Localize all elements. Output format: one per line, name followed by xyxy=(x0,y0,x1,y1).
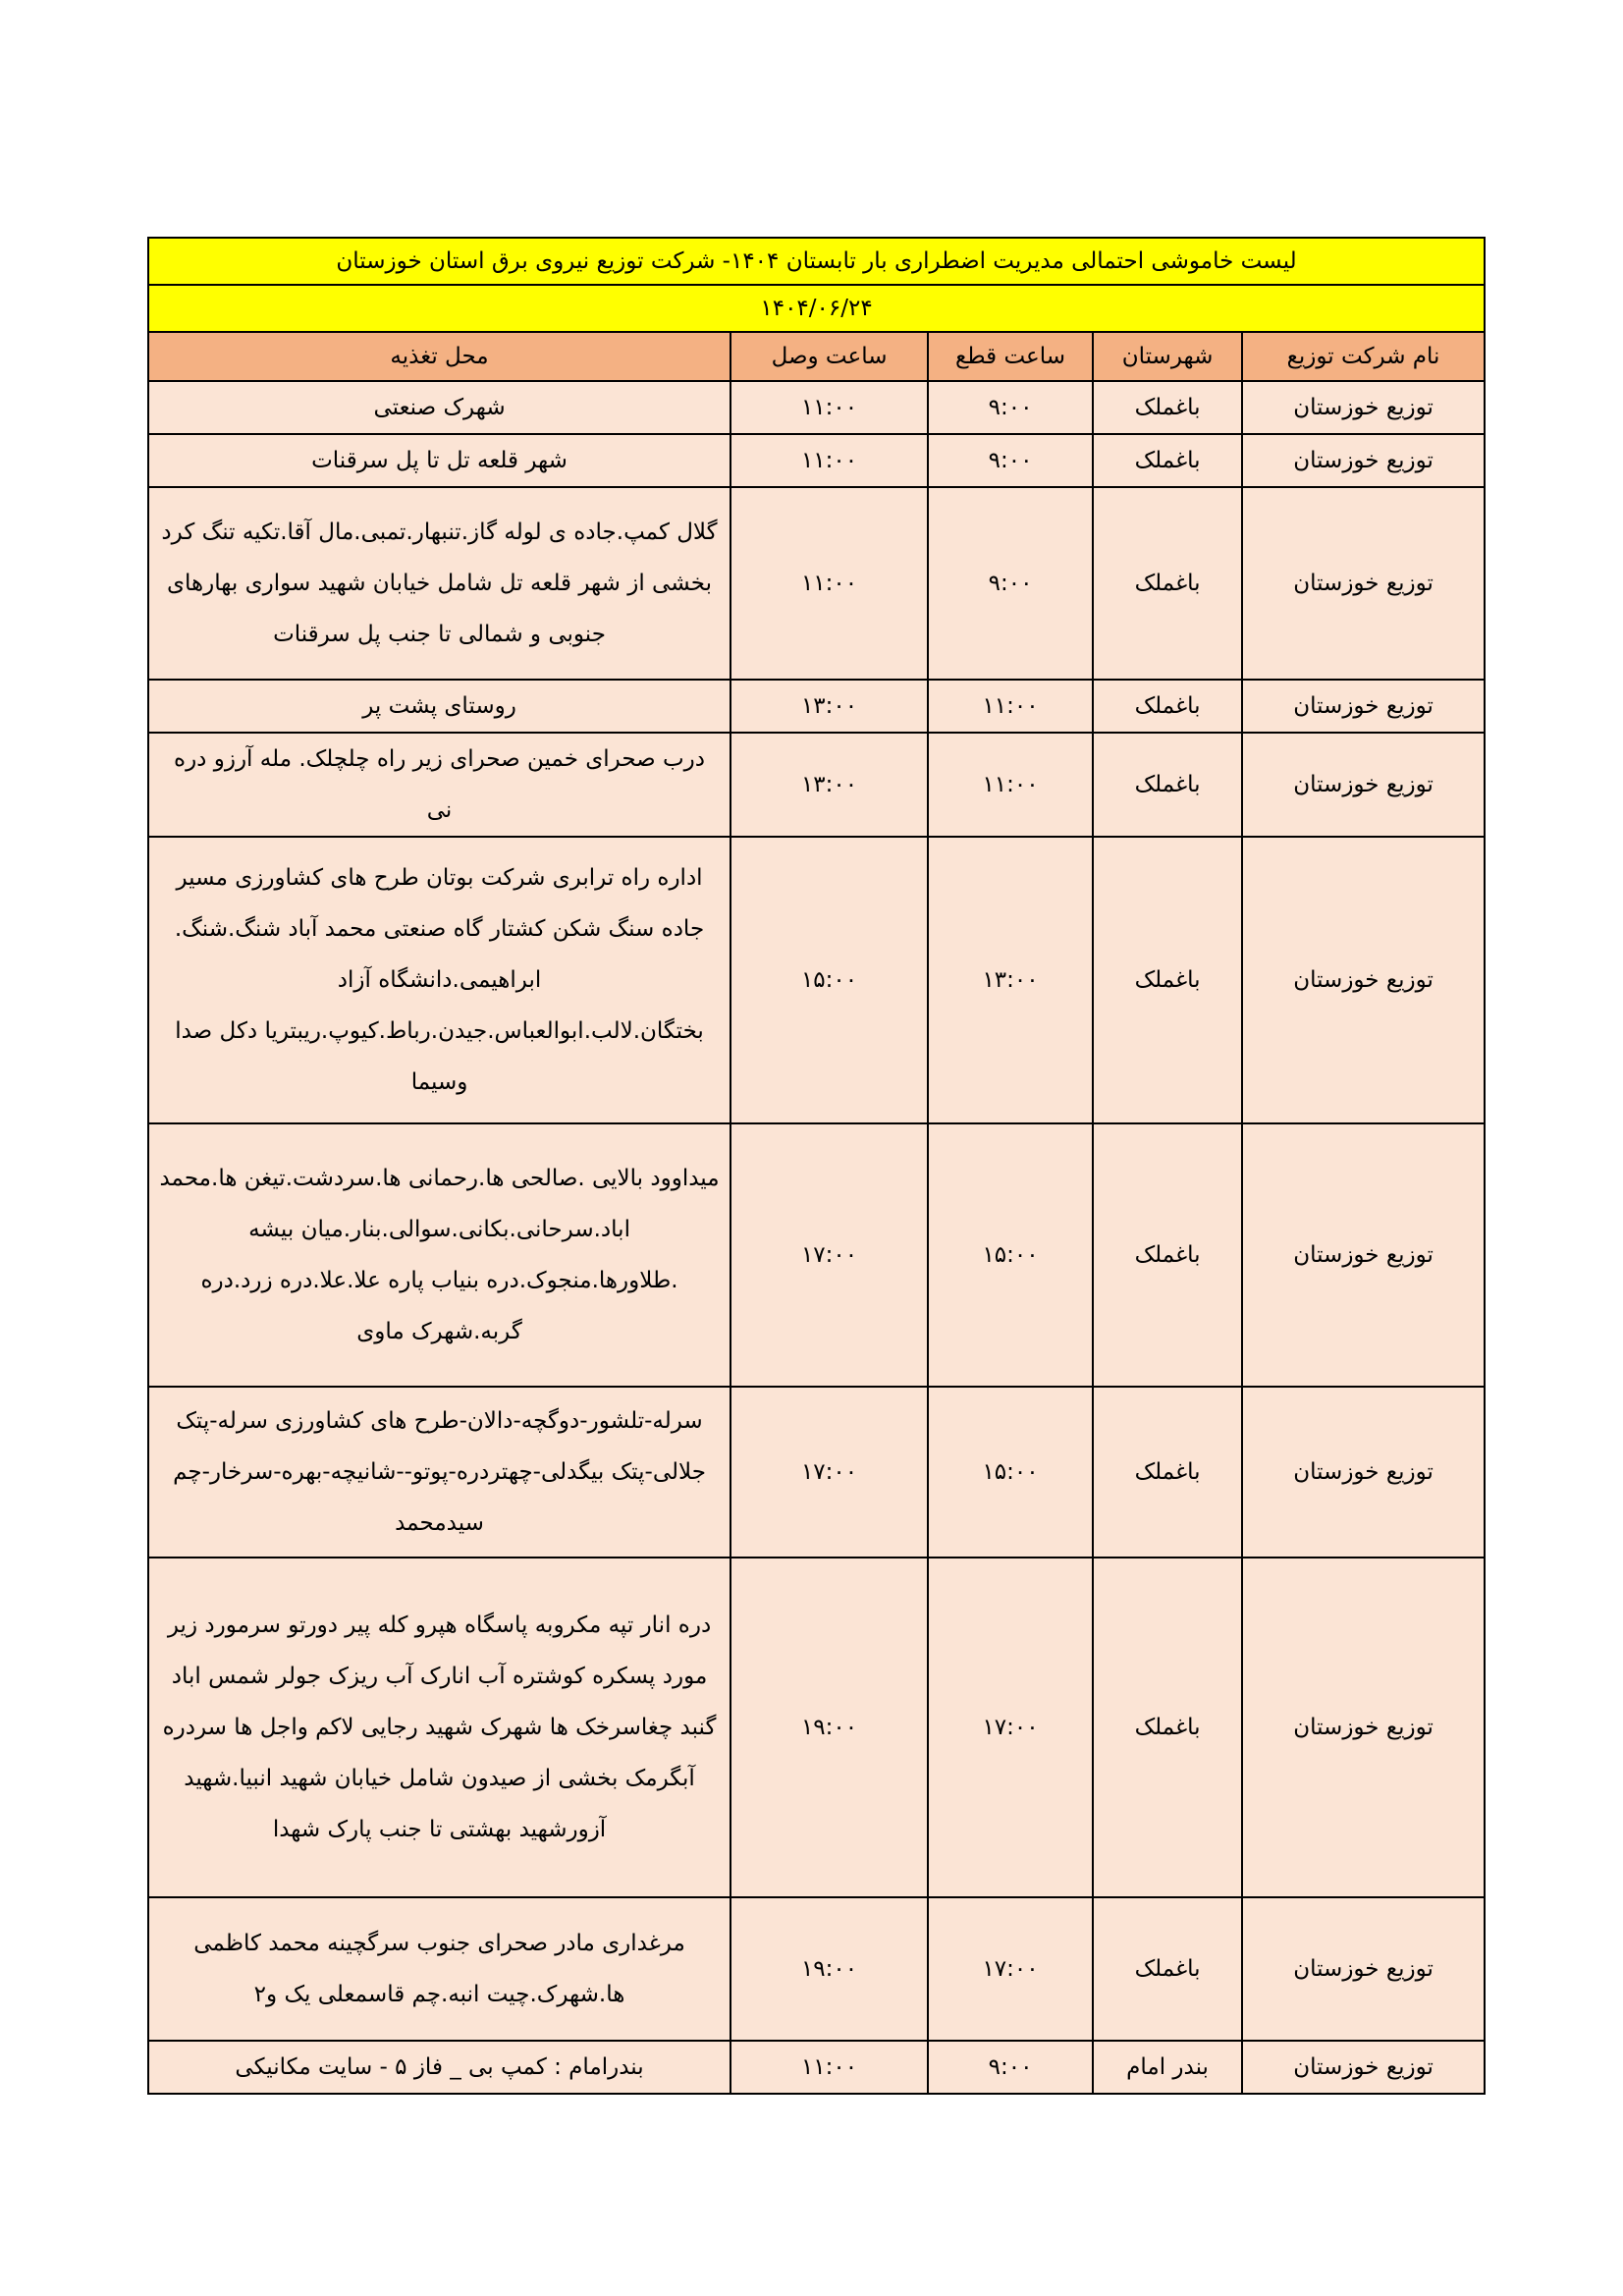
cut-time-cell: ۱۷:۰۰ xyxy=(928,1558,1093,1897)
connect-time-cell: ۱۳:۰۰ xyxy=(730,733,928,837)
header-cut-time: ساعت قطع xyxy=(928,332,1093,381)
table-row xyxy=(148,1558,1485,1897)
table-title: لیست خاموشی احتمالی مدیریت اضطراری بار تابستان ۱۴۰۴- شرکت توزیع نیروی برق استان خوزستان xyxy=(148,238,1485,285)
cut-time-cell: ۱۵:۰۰ xyxy=(928,1387,1093,1558)
table-row xyxy=(148,487,1485,680)
connect-time-cell: ۱۱:۰۰ xyxy=(730,381,928,434)
cut-time-cell: ۱۵:۰۰ xyxy=(928,1123,1093,1387)
city-cell: بندر امام xyxy=(1093,2041,1242,2094)
table-row xyxy=(148,2041,1485,2094)
city-cell: باغملک xyxy=(1093,434,1242,487)
city-cell: باغملک xyxy=(1093,1387,1242,1558)
connect-time-cell: ۱۱:۰۰ xyxy=(730,2041,928,2094)
connect-time-cell: ۱۷:۰۰ xyxy=(730,1387,928,1558)
table-row xyxy=(148,733,1485,837)
location-cell: دره انار تپه مکروبه پاسگاه هپرو کله پیر دورتو سرمورد زیر مورد پسکره کوشتره آب انارک آب ریزک جولر شمس اباد گنبد چغاسرخک ها شهرک شهید رجایی لاکم واجل ها سردره آبگرمک بخشی از صیدون شامل خیابان شهید انبیا.شهید آزورشهید بهشتی تا جنب پارک شهدا xyxy=(148,1558,730,1897)
connect-time-cell: ۱۱:۰۰ xyxy=(730,434,928,487)
cut-time-cell: ۱۳:۰۰ xyxy=(928,837,1093,1123)
cut-time-cell: ۹:۰۰ xyxy=(928,487,1093,680)
company-cell: توزیع خوزستان xyxy=(1242,2041,1485,2094)
location-cell: سرله-تلشور-دوگچه-دالان-طرح های کشاورزی سرله-پتک جلالی-پتک بیگدلی-چهتردره-پوتو--شانیچه-بهره-سرخار-چم سیدمحمد xyxy=(148,1387,730,1558)
cut-time-cell: ۹:۰۰ xyxy=(928,381,1093,434)
table-row xyxy=(148,381,1485,434)
company-cell: توزیع خوزستان xyxy=(1242,733,1485,837)
company-cell: توزیع خوزستان xyxy=(1242,1558,1485,1897)
company-cell: توزیع خوزستان xyxy=(1242,1387,1485,1558)
schedule-date: ۱۴۰۴/۰۶/۲۴ xyxy=(148,285,1485,332)
title-row xyxy=(148,238,1485,285)
city-cell: باغملک xyxy=(1093,1558,1242,1897)
table-row xyxy=(148,680,1485,733)
connect-time-cell: ۱۹:۰۰ xyxy=(730,1897,928,2041)
connect-time-cell: ۱۱:۰۰ xyxy=(730,487,928,680)
table-row xyxy=(148,837,1485,1123)
location-cell: مرغداری مادر صحرای جنوب سرگچینه محمد کاظمی ها.شهرک.چیت انبه.چم قاسمعلی یک و۲ xyxy=(148,1897,730,2041)
table-row xyxy=(148,1897,1485,2041)
city-cell: باغملک xyxy=(1093,837,1242,1123)
company-cell: توزیع خوزستان xyxy=(1242,381,1485,434)
table-row xyxy=(148,434,1485,487)
connect-time-cell: ۱۷:۰۰ xyxy=(730,1123,928,1387)
location-cell: بندرامام : کمپ بی _ فاز ۵ - سایت مکانیکی xyxy=(148,2041,730,2094)
header-row xyxy=(148,332,1485,381)
location-cell: درب صحرای خمین صحرای زیر راه چلچلک. مله آرزو دره نی xyxy=(148,733,730,837)
company-cell: توزیع خوزستان xyxy=(1242,487,1485,680)
company-cell: توزیع خوزستان xyxy=(1242,1897,1485,2041)
city-cell: باغملک xyxy=(1093,733,1242,837)
header-location: محل تغذیه xyxy=(148,332,730,381)
cut-time-cell: ۹:۰۰ xyxy=(928,2041,1093,2094)
location-cell: شهر قلعه تل تا پل سرقنات xyxy=(148,434,730,487)
location-cell: میداوود بالایی .صالحی ها.رحمانی ها.سردشت.تیغن ها.محمد اباد.سرحانی.بکانی.سوالی.بنار.میان بیشه .طلاورها.منجوک.دره بنیاب پاره علا.علا.دره زرد.دره گربه.شهرک ماوی xyxy=(148,1123,730,1387)
date-row xyxy=(148,285,1485,332)
company-cell: توزیع خوزستان xyxy=(1242,837,1485,1123)
cut-time-cell: ۹:۰۰ xyxy=(928,434,1093,487)
connect-time-cell: ۱۹:۰۰ xyxy=(730,1558,928,1897)
header-connect-time: ساعت وصل xyxy=(730,332,928,381)
location-cell: شهرک صنعتی xyxy=(148,381,730,434)
connect-time-cell: ۱۵:۰۰ xyxy=(730,837,928,1123)
city-cell: باغملک xyxy=(1093,1897,1242,2041)
city-cell: باغملک xyxy=(1093,1123,1242,1387)
city-cell: باغملک xyxy=(1093,381,1242,434)
company-cell: توزیع خوزستان xyxy=(1242,1123,1485,1387)
cut-time-cell: ۱۱:۰۰ xyxy=(928,680,1093,733)
company-cell: توزیع خوزستان xyxy=(1242,680,1485,733)
table-row xyxy=(148,1387,1485,1558)
table-row xyxy=(148,1123,1485,1387)
company-cell: توزیع خوزستان xyxy=(1242,434,1485,487)
cut-time-cell: ۱۷:۰۰ xyxy=(928,1897,1093,2041)
header-company: نام شرکت توزیع xyxy=(1242,332,1485,381)
header-city: شهرستان xyxy=(1093,332,1242,381)
city-cell: باغملک xyxy=(1093,487,1242,680)
cut-time-cell: ۱۱:۰۰ xyxy=(928,733,1093,837)
blackout-schedule-table xyxy=(147,237,1486,2095)
city-cell: باغملک xyxy=(1093,680,1242,733)
connect-time-cell: ۱۳:۰۰ xyxy=(730,680,928,733)
location-cell: روستای پشت پر xyxy=(148,680,730,733)
location-cell: اداره راه ترابری شرکت بوتان طرح های کشاورزی مسیر جاده سنگ شکن کشتار گاه صنعتی محمد آباد شنگ.شنگ. ابراهیمی.دانشگاه آزاد بختگان.لالب.ابوالعباس.جیدن.رباط.کیوپ.ریبتریا دکل صدا وسیما xyxy=(148,837,730,1123)
location-cell: گلال کمپ.جاده ی لوله گاز.تنبهار.تمبی.مال آقا.تکیه تنگ کرد بخشی از شهر قلعه تل شامل خیابان شهید سواری بهارهای جنوبی و شمالی تا جنب پل سرقنات xyxy=(148,487,730,680)
